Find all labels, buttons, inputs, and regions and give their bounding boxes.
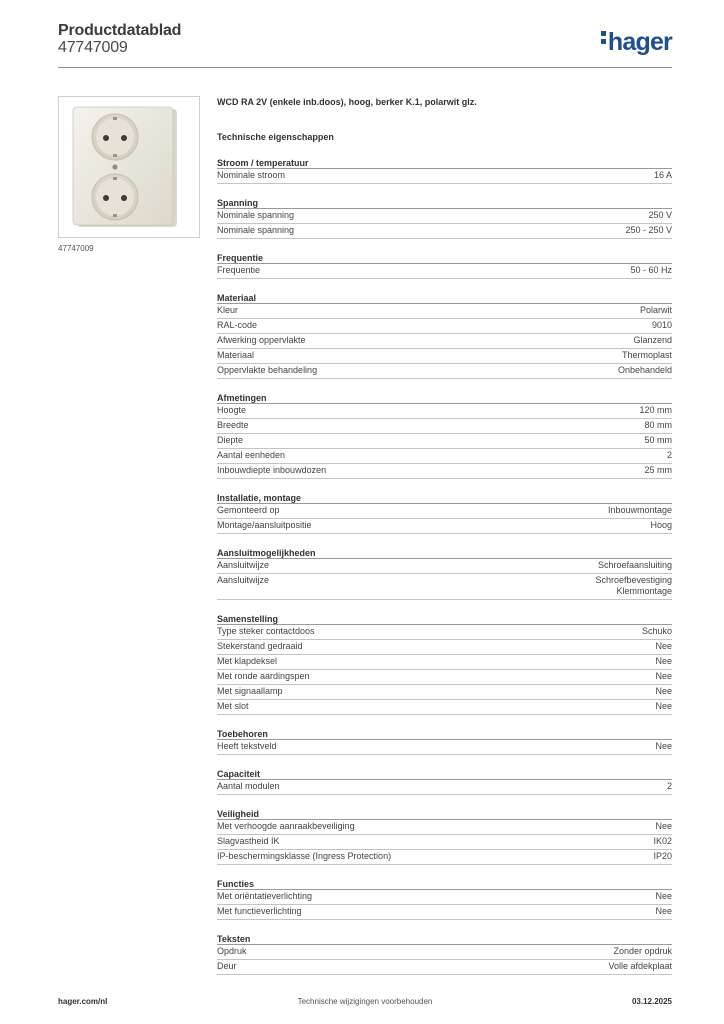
section-title: Functies — [217, 878, 672, 890]
spec-label: Type steker contactdoos — [217, 626, 315, 636]
spec-row — [217, 169, 672, 184]
spec-row — [217, 304, 672, 319]
spec-label: RAL-code — [217, 320, 258, 330]
section-title: Toebehoren — [217, 728, 672, 740]
spec-section — [217, 728, 672, 755]
spec-value-line: Nee — [655, 891, 672, 901]
section-title: Veiligheid — [217, 808, 672, 820]
spec-value — [608, 961, 672, 972]
spec-row — [217, 419, 672, 434]
spec-value-line: 250 V — [648, 210, 672, 220]
spec-value-line: Klemmontage — [616, 586, 672, 596]
section-title: Spanning — [217, 197, 672, 209]
spec-row — [217, 209, 672, 224]
logo-dots-icon — [601, 31, 606, 47]
spec-label: Afwerking oppervlakte — [217, 335, 306, 345]
spec-label: Opdruk — [217, 946, 247, 956]
spec-label: Nominale stroom — [217, 170, 286, 180]
spec-label: Heeft tekstveld — [217, 741, 277, 751]
spec-section — [217, 547, 672, 600]
spec-label: Met klapdeksel — [217, 656, 278, 666]
spec-value — [655, 701, 672, 712]
spec-value-line: Nee — [655, 701, 672, 711]
section-title: Frequentie — [217, 252, 672, 264]
section-title: Teksten — [217, 933, 672, 945]
spec-label: Slagvastheid IK — [217, 836, 280, 846]
spec-value-line: Nee — [655, 906, 672, 916]
spec-row — [217, 960, 672, 975]
spec-value — [655, 821, 672, 832]
spec-value — [639, 405, 672, 416]
spec-value — [655, 906, 672, 917]
spec-row — [217, 364, 672, 379]
spec-row — [217, 835, 672, 850]
header-divider — [58, 67, 672, 68]
spec-label: Aantal modulen — [217, 781, 280, 791]
logo-text: hager — [607, 28, 672, 56]
spec-value — [598, 560, 672, 571]
spec-row — [217, 945, 672, 960]
spec-value — [633, 335, 672, 346]
spec-label: Deur — [217, 961, 237, 971]
spec-value-line: 50 mm — [644, 435, 672, 445]
spec-value — [608, 505, 672, 516]
spec-value — [625, 225, 672, 236]
section-title: Stroom / temperatuur — [217, 157, 672, 169]
spec-value-line: Onbehandeld — [617, 365, 672, 375]
spec-label: Montage/aansluitpositie — [217, 520, 312, 530]
spec-value — [618, 365, 672, 376]
product-image-caption: 47747009 — [58, 244, 94, 253]
spec-value-line: IP20 — [653, 851, 672, 861]
spec-section — [217, 808, 672, 865]
spec-row — [217, 740, 672, 755]
spec-value-line: Volle afdekplaat — [608, 961, 672, 971]
spec-section — [217, 197, 672, 239]
spec-row — [217, 559, 672, 574]
spec-value-line: Inbouwmontage — [607, 505, 672, 515]
spec-label: Aansluitwijze — [217, 560, 270, 570]
spec-row — [217, 685, 672, 700]
spec-section — [217, 252, 672, 279]
spec-content — [217, 96, 672, 975]
document-number: 47747009 — [58, 39, 128, 56]
spec-row — [217, 820, 672, 835]
spec-row — [217, 850, 672, 865]
spec-value-line: 2 — [666, 781, 672, 791]
spec-row — [217, 264, 672, 279]
double-socket-image — [71, 105, 189, 231]
spec-label: Nominale spanning — [217, 225, 295, 235]
page-footer — [58, 997, 672, 1011]
spec-value-line: Thermoplast — [621, 350, 672, 360]
spec-value — [642, 626, 672, 637]
spec-label: Oppervlakte behandeling — [217, 365, 318, 375]
spec-row — [217, 655, 672, 670]
spec-row — [217, 519, 672, 534]
spec-row — [217, 334, 672, 349]
spec-value — [653, 836, 672, 847]
spec-label: Breedte — [217, 420, 249, 430]
spec-section — [217, 768, 672, 795]
spec-section — [217, 613, 672, 715]
spec-value-line: 50 - 60 Hz — [630, 265, 672, 275]
spec-value — [655, 656, 672, 667]
footer-disclaimer: Technische wijzigingen voorbehouden — [297, 997, 433, 1006]
spec-label: Met signaallamp — [217, 686, 283, 696]
spec-value-line: Nee — [655, 671, 672, 681]
spec-section — [217, 392, 672, 479]
document-title: Productdatablad — [58, 22, 182, 39]
spec-row — [217, 349, 672, 364]
spec-value — [655, 686, 672, 697]
spec-value — [644, 420, 672, 431]
technical-properties-heading: Technische eigenschappen — [217, 132, 334, 142]
spec-value — [652, 320, 672, 331]
spec-label: Gemonteerd op — [217, 505, 280, 515]
spec-value-line: Glanzend — [633, 335, 672, 345]
spec-value — [640, 305, 672, 316]
spec-sections — [217, 157, 672, 975]
section-title: Samenstelling — [217, 613, 672, 625]
spec-value — [655, 891, 672, 902]
spec-label: Frequentie — [217, 265, 261, 275]
spec-value — [595, 575, 672, 597]
spec-row — [217, 434, 672, 449]
spec-row — [217, 449, 672, 464]
spec-value — [655, 741, 672, 752]
spec-value — [654, 170, 672, 181]
spec-value-line: Schuko — [641, 626, 672, 636]
spec-value-line: 80 mm — [644, 420, 672, 430]
spec-label: Materiaal — [217, 350, 255, 360]
spec-value — [655, 641, 672, 652]
spec-value-line: Schroefbevestiging — [595, 575, 672, 585]
product-image-frame — [58, 96, 200, 238]
spec-row — [217, 640, 672, 655]
spec-section — [217, 878, 672, 920]
spec-value — [650, 520, 672, 531]
spec-label: Diepte — [217, 435, 244, 445]
spec-label: Met oriëntatieverlichting — [217, 891, 313, 901]
spec-value — [644, 435, 672, 446]
spec-value-line: Nee — [655, 641, 672, 651]
spec-value-line: IK02 — [653, 836, 672, 846]
spec-value-line: Nee — [655, 656, 672, 666]
page-header — [58, 22, 672, 66]
spec-label: Hoogte — [217, 405, 247, 415]
spec-row — [217, 464, 672, 479]
spec-value-line: Hoog — [650, 520, 672, 530]
spec-value-line: Nee — [655, 821, 672, 831]
hager-logo — [601, 28, 672, 57]
spec-value-line: Schroefaansluiting — [597, 560, 672, 570]
product-description: WCD RA 2V (enkele inb.doos), hoog, berker K.1, polarwit glz. — [217, 97, 477, 107]
spec-label: IP-beschermingsklasse (Ingress Protection) — [217, 851, 392, 861]
section-title: Aansluitmogelijkheden — [217, 547, 672, 559]
spec-value — [667, 450, 672, 461]
spec-row — [217, 890, 672, 905]
spec-row — [217, 574, 672, 600]
spec-row — [217, 905, 672, 920]
spec-row — [217, 224, 672, 239]
spec-section — [217, 492, 672, 534]
spec-label: Inbouwdiepte inbouwdozen — [217, 465, 327, 475]
spec-label: Met ronde aardingspen — [217, 671, 310, 681]
spec-value-line: Polarwit — [639, 305, 672, 315]
spec-value-line: 250 - 250 V — [625, 225, 672, 235]
spec-label: Met verhoogde aanraakbeveiliging — [217, 821, 355, 831]
spec-section — [217, 933, 672, 975]
spec-row — [217, 625, 672, 640]
spec-value — [613, 946, 672, 957]
spec-label: Nominale spanning — [217, 210, 295, 220]
spec-value — [644, 465, 672, 476]
spec-value — [630, 265, 672, 276]
spec-value-line: Zonder opdruk — [613, 946, 672, 956]
spec-label: Met slot — [217, 701, 249, 711]
spec-value-line: Nee — [655, 686, 672, 696]
spec-label: Kleur — [217, 305, 239, 315]
spec-value-line: 120 mm — [639, 405, 672, 415]
spec-label: Stekerstand gedraaid — [217, 641, 303, 651]
section-title: Installatie, montage — [217, 492, 672, 504]
spec-row — [217, 700, 672, 715]
spec-label: Aansluitwijze — [217, 575, 270, 585]
spec-value — [655, 671, 672, 682]
footer-url-link[interactable]: hager.com/nl — [58, 997, 108, 1006]
spec-value — [653, 851, 672, 862]
spec-row — [217, 404, 672, 419]
spec-value — [622, 350, 672, 361]
spec-value-line: Nee — [655, 741, 672, 751]
spec-value-line: 2 — [666, 450, 672, 460]
spec-row — [217, 319, 672, 334]
spec-row — [217, 780, 672, 795]
spec-row — [217, 670, 672, 685]
spec-value — [667, 781, 672, 792]
spec-value-line: 16 A — [653, 170, 672, 180]
section-title: Capaciteit — [217, 768, 672, 780]
spec-value-line: 9010 — [651, 320, 672, 330]
spec-value-line: 25 mm — [644, 465, 672, 475]
spec-label: Met functieverlichting — [217, 906, 302, 916]
spec-value — [648, 210, 672, 221]
section-title: Materiaal — [217, 292, 672, 304]
spec-row — [217, 504, 672, 519]
spec-label: Aantal eenheden — [217, 450, 286, 460]
section-title: Afmetingen — [217, 392, 672, 404]
spec-section — [217, 157, 672, 184]
spec-section — [217, 292, 672, 379]
footer-date: 03.12.2025 — [631, 997, 672, 1006]
